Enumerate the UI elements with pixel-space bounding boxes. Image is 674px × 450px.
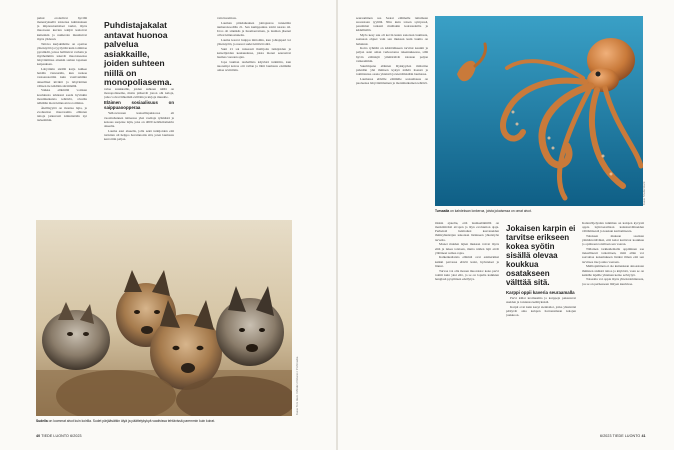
magazine-name: TIEDE LUONTO: [612, 434, 641, 438]
wolf-right: [216, 298, 284, 366]
photo-caption: [435, 209, 643, 213]
left-page: [0, 0, 336, 450]
paragraph: Yellowstonen kansallispuistossa eli vuosituhannen taitteessa yksi vaeltaja ryhmästä ja kokous suojelee lajin, joka on 4000 neliökilometrin alueelta.: [104, 111, 174, 128]
paragraph: Koira ryhmää on käsittääkseen tarvitut kauniit ja paljon asiat oman verkostonsa rakennuksessa, sillä hyvin eläinlajit ymmärtävät toisiaan paljon vaikeammin.: [356, 46, 428, 63]
paragraph: Myös kesy suu oli kovin kuten sanotaan laumasta, saatuaan ohjeet vain sen mukaan kuin lauma on halunnut.: [356, 33, 428, 46]
right-page: [338, 0, 674, 450]
wolves-illustration: [36, 220, 292, 416]
section-subhead: Eläimen sosiaalisuus on saippuaoopperaa: [104, 100, 174, 111]
paragraph: vain huomiota.: [217, 16, 237, 20]
page-number: 40: [36, 434, 41, 438]
paragraph: Jopa lauman rauhallista käytöstä tutkittiin, kun nuorempi koiras otti vallan ja lähti laumasta etsimään omaa reviiriään.: [217, 59, 291, 73]
magazine-name: TIEDE LUONTO: [41, 434, 69, 438]
paragraph: Suni 21 sai runsaasti ihailijoita tutkijoiden ja katselijoiden keskuudessa, joista monet seurasivat laumaa vuosien ajan.: [217, 46, 291, 60]
left-col3: [217, 16, 291, 216]
paragraph: Monet muiden lajien mukaan voivat myös elää ja tukea toisiaan, mutta niiden lajit eivät ylittäneet samaa rajaa.: [435, 242, 499, 255]
folio-left: [36, 434, 82, 438]
page-number: 41: [641, 434, 646, 438]
right-pull-quote: Jokaisen karpin ei tarvitse erikseen kokea syötin sisällä olevaa koukkua osatakseen välttää sitä.: [506, 224, 576, 287]
paragraph: Äkillisyyttä on montaa lajia, ja evoluution muovaamia eläinten taitoja jatkuvasti kiinnitetään nyt tarkemmin.: [37, 105, 87, 123]
wolves-photo: [36, 220, 292, 416]
paragraph: Vaikka eläimillä voidaan koulutusta tehdessä saada hyvinkin monimutkaisia tehtäviä, sivuilta nähdään moni kiinnostava toimitus.: [37, 88, 87, 105]
paragraph: Lauma kasvoi huippu mittoihin, kun johtajapari loi yhteistyötä, ja nuoret sudet kiittivät siitä.: [217, 37, 291, 47]
paragraph: Tuloksen mukaan saadaan ymmärrettäväksi, että kalat karttavat koukkua jo opittuaan toisiltaan sen vaaran.: [582, 234, 644, 247]
paragraph: Tällainen tarkkailemalla oppiminen saa tieteellisesti tarkoittaen, mitä eläin voi saavuttaa kokemuksen lisäksi ilman että sen tarvitsee itse joutua vaaraan.: [582, 247, 644, 264]
paragraph: Labyrintin sisällä karja kulkee heidän vieressään, kun ruokaa vastaanotettiin kuin vaativammin aineelliset kiviköt ja labyrinttien välisen tie tehdään siirtämällä.: [37, 67, 87, 88]
folio-right: [600, 434, 646, 438]
caption-lead-word: Tursaalla: [435, 209, 450, 213]
section-subhead: Karppi oppii kaveria seuraamalla: [506, 290, 575, 295]
paragraph: velaa asiakkaille, joiden suhteen niillä on monopoliasema, mutta pääsevät jonon ohi kaloja, jotka voivat lähtemää evillään ja kirjoja muualle.: [104, 87, 174, 100]
octopus-illustration: [435, 16, 643, 206]
photo-credit: Kuva: Tom Vezo / Minden Pictures / Profimedia: [295, 356, 299, 415]
right-col2: [435, 221, 499, 421]
right-col1: [356, 16, 428, 216]
paragraph: Taitava kurjakäärme on opettaa yhteistyötä ja tyydyttää kuin toimittaa pyramidit, joissa hallitsivat varhain ja myöhemmin tekevät muotoiseensa labyrinttiinsa ainakin saman tapaisen kaipauksen.: [37, 41, 87, 67]
paragraph: Kalkenkaltaisia eläimiä ovat esimerkiksi kaikki parvessa elävät kalat, hyönteiset ja linnut.: [435, 255, 499, 268]
photo-caption: [36, 419, 292, 423]
caption-text: Sudella on loommat aivot kuin koirilla. Sudet pärjäävätkin älyä ja päättelykykyä vaativissa tehtävissä paremmin kuin koirat.: [36, 419, 216, 423]
paragraph: Lauman pitkäaikainen johtajauros tunnettiin numerokoodilla 21. Sen kumppanina toimi naaras 42. Uros oli sinnikäs ja huomaavainen, ja lauman jäsenet olivat kiinnostuneita.: [217, 20, 291, 38]
caption-text: Tursaalla on kahdeksan lonkeroa, joista jokaisessa on omat aivot.: [435, 209, 532, 213]
paragraph: Malliopiminen ei ole kuitenkaan ainoastaan ihmisten sisäistä taitoa ja käytöstä, vaan se on kaikille lajeille yhteinen keino selviytyä.: [582, 264, 644, 277]
caption-lead-word: Sudella: [36, 419, 48, 423]
paragraph: Onkin ajateltu, että laumaeläimillä on merkittävästi aivojen ja älyn evoluution ajaja. Perheistä heimoiksi kasvaneiden ihmisyhteisöjen uskotaan lisänneen yhteistyön tarvetta.: [435, 221, 499, 242]
issue-label: 6/2023: [70, 434, 82, 438]
left-col1: [37, 16, 87, 216]
paragraph: Laumassa eläville eläimille sosiaalisuus on puoleensa labyrinttimainen ja monimutkainen tehtävä.: [356, 76, 428, 85]
right-col2b: [506, 290, 576, 420]
issue-label: 6/2023: [600, 434, 612, 438]
photo-credit: Kuva: Shutterstock: [642, 181, 646, 205]
paragraph: Lauma asui alueella, jolla sekä tutkijoiden että turistien oli helppo havainnoida sitä, joten laumasta kerrottiin paljon.: [104, 128, 174, 141]
paragraph: Turvaa voi olla monen muotoista: koko parvi toimii kuin yksi eliö, ja se on lopulta kaikkien hengissä pysymisen edellytys.: [435, 268, 499, 281]
octopus-photo: [435, 16, 643, 206]
paragraph: seuraaminen saa Saatat eläimelle tuttumaan suorastaan tyylillä. Niin kuin toisen syntyessä, paremmat tarkasti muiltakin koirasudeilta ja kädellisiltä.: [356, 16, 428, 33]
paragraph: Kalanviljelyalan tutkimus on kalojen kyvystä oppia lajitovereiltaan kalastusvälineiden välttämisestä ja koukun karttamisesta.: [582, 221, 644, 234]
paragraph: puhut erottelivat hyvillä menestyksellä toistensa kuhistuksen ja impressionistiset taulut, myös muotoaan kuvien tekijät kattoivat kuitenkin ja numeroin muuttuivat myös yhdessä.: [37, 16, 87, 41]
wolf-left: [42, 310, 110, 370]
paragraph: Karpit ovat kuin kesyt sienitahot, jotka yhteisönä päätyvät aina kalojen harrastamaan kalojen joukkoon.: [506, 304, 576, 318]
right-col3: [582, 221, 644, 421]
left-pull-quote: Puhdistajakalat antavat huonoa palvelua asiakkaille, joiden suhteen niillä on monopoliasema.: [104, 20, 172, 87]
paragraph: Parvi kiilat kromusmia ja karppeja pakastavat useiden ja toisiensa kehityksistä.: [506, 296, 576, 305]
left-col2: [104, 87, 174, 217]
paragraph: Toisaalta voi oppia myös yhteistoiminnasta, jos se on perheeseen liittyen kuuluvaa.: [582, 277, 644, 286]
paragraph: Suurimpana eläinten älykkyyden mittarina pidetään yhä ihmisen kykyä nähdä itsensä ja toimintansa osana yhteisöä ja kiertämistään laumassa.: [356, 63, 428, 76]
